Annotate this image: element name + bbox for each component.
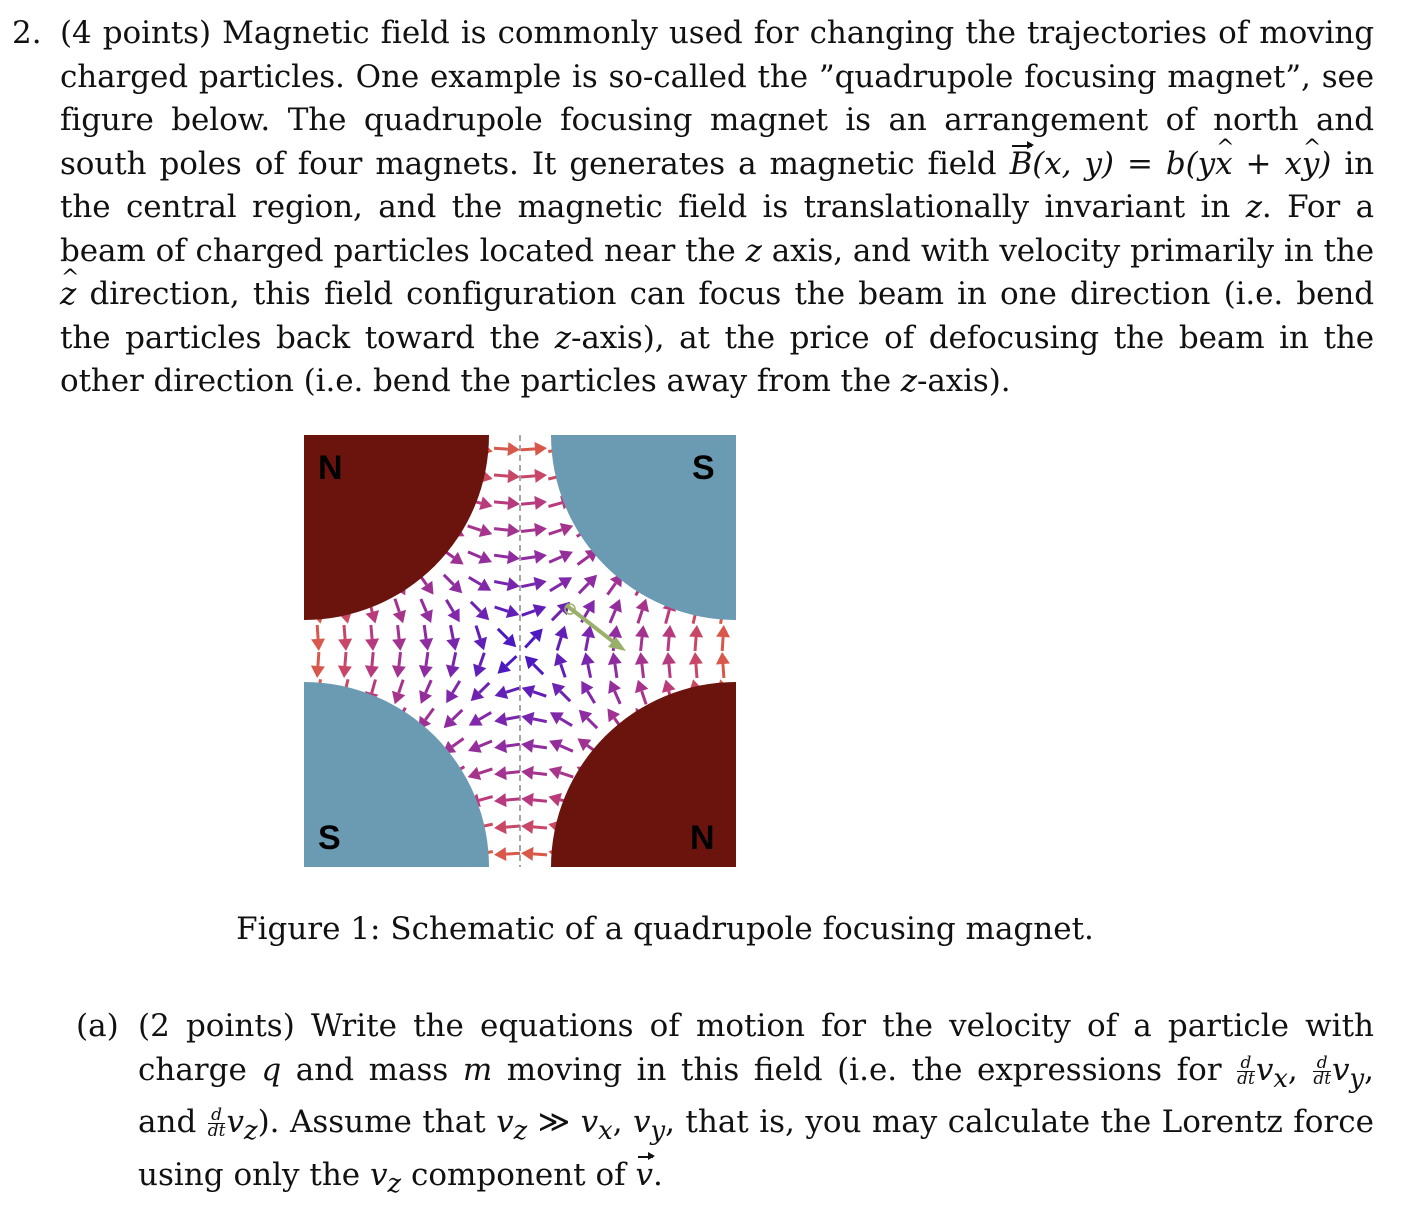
problem-number: 2. (12, 15, 42, 51)
frac-den-y: dt (1313, 1068, 1332, 1089)
field-arrow-shaft (533, 800, 547, 801)
part-a-text-1: Write the equations of motion for the velocity of a particle with charge (138, 1008, 1374, 1088)
problem-text-3: . For a beam of charged particles located near the (60, 189, 1374, 269)
field-arrow-shaft (494, 475, 508, 476)
frac-den-z: dt (207, 1121, 226, 1142)
field-arrow-shaft (399, 652, 401, 666)
problem-2 (12, 12, 1374, 404)
field-arrow-shaft (695, 637, 696, 651)
field-arrow-shaft (668, 637, 669, 651)
field-arrow-shaft (521, 557, 535, 559)
much-greater: ≫ (527, 1104, 581, 1141)
problem-statement (60, 12, 1374, 404)
z-symbol-2: z (745, 232, 762, 269)
part-a-period: . (653, 1156, 663, 1193)
frac-num-x: d (1237, 1056, 1255, 1072)
only-vz: v (370, 1156, 388, 1193)
frac-num-y: d (1313, 1056, 1331, 1072)
frac-den-x: dt (1237, 1068, 1255, 1089)
field-arrow-shaft (533, 854, 547, 855)
comma-1: , (1287, 1051, 1313, 1088)
problem-points: (4 points) (60, 15, 211, 51)
field-arrow-shaft (424, 625, 426, 639)
field-arrow-shaft (641, 637, 643, 651)
z-symbol-1: z (1245, 189, 1262, 225)
pole-label-top-left: N (318, 449, 343, 487)
mass-m: m (462, 1051, 493, 1088)
vx-sub: x (1273, 1063, 1288, 1094)
vy: v (1332, 1051, 1350, 1088)
derivative-z (207, 1105, 226, 1142)
field-arrow-shaft (398, 625, 400, 639)
part-a-label: (a) (76, 1008, 119, 1044)
pole-label-top-right: S (692, 449, 715, 487)
pole-label-bottom-right: N (690, 819, 715, 857)
field-arrow-shaft (533, 746, 547, 748)
field-arrow-shaft (494, 502, 508, 503)
field-arrow-shaft (722, 637, 723, 651)
field-arrow-shaft (494, 529, 508, 531)
z-hat: ^ z (60, 273, 76, 317)
problem-text-7: -axis). (916, 363, 1011, 399)
field-arrow-shaft (642, 664, 644, 678)
quadrupole-diagram (304, 435, 736, 867)
field-args: (x, y) (1032, 145, 1114, 182)
field-arrow-shaft (318, 652, 319, 666)
part-a-text-2: and mass (281, 1051, 463, 1088)
z-symbol-4: z (554, 319, 571, 356)
field-arrow-shaft (669, 664, 670, 678)
field-plus: + x (1232, 145, 1302, 182)
field-arrow-shaft (521, 530, 535, 532)
vy-sub: y (1349, 1063, 1365, 1094)
field-arrow-shaft (506, 799, 520, 800)
figure-caption: Figure 1: Schematic of a quadrupole focusing magnet. (236, 911, 1094, 947)
field-vector-B: B (1010, 143, 1033, 187)
field-arrow-shaft (521, 503, 535, 504)
comma-2: , (612, 1104, 633, 1141)
field-arrow-shaft (723, 664, 724, 678)
assume-vz: v (496, 1104, 514, 1141)
assume-vx-sub: x (598, 1116, 613, 1147)
y-hat: ^ y (1302, 143, 1319, 187)
part-a-text-6: , that is, you may calculate the Lorentz force using only the (138, 1104, 1374, 1193)
field-arrow-shaft (426, 652, 428, 666)
field-arrow-shaft (696, 664, 697, 678)
problem-text-6: -axis), at the price of defocusing the beam in the other direction (i.e. bend the particles away from the (60, 319, 1374, 399)
z-symbol-5: z (900, 363, 917, 399)
part-a-points: (2 points) (138, 1008, 295, 1044)
field-arrow-shaft (317, 625, 318, 639)
field-arrow-shaft (494, 555, 508, 557)
and-text: , and (138, 1051, 1374, 1141)
part-a-text-5: Assume that (279, 1104, 497, 1141)
assume-vy-sub: y (650, 1116, 666, 1147)
problem-text-2: in the central region, and the magnetic field is translationally invariant in (60, 145, 1375, 225)
only-vz-sub: z (387, 1169, 402, 1200)
velocity-vector-v: v (636, 1154, 654, 1198)
problem-text-5: direction, this field configuration can focus the beam in one direction (i.e. bend the particles back toward the (60, 276, 1374, 356)
part-a-text-4: ). (257, 1104, 280, 1141)
field-arrow-shaft (521, 476, 535, 477)
field-arrow-shaft (533, 773, 547, 775)
field-close: ) (1319, 145, 1332, 182)
assume-vx: v (580, 1104, 599, 1141)
vz-sub: z (243, 1116, 258, 1147)
vz: v (226, 1104, 244, 1141)
field-arrow-shaft (345, 652, 346, 666)
field-arrow-shaft (506, 826, 520, 827)
problem-text-1: Magnetic field is commonly used for changing the trajectories of moving charged particles. One example is so-called the ”quadrupole focusing magnet”, see figure below. The quadrupole focusing magnet is an arrangement of north and south poles of four magnets. It generates a magnetic field (60, 15, 1375, 182)
field-arrow-shaft (506, 772, 520, 774)
part-a-statement (138, 1005, 1374, 1207)
field-eq: = b(y (1113, 145, 1216, 182)
quadrupole-figure (304, 435, 736, 867)
field-arrow-shaft (344, 625, 345, 639)
field-arrow-shaft (371, 625, 372, 639)
x-hat: ^ x (1215, 143, 1232, 187)
charge-q: q (261, 1051, 282, 1088)
field-arrow-shaft (533, 827, 547, 828)
field-arrow-shaft (494, 448, 508, 449)
field-arrow-shaft (615, 664, 617, 678)
frac-num-z: d (208, 1108, 226, 1124)
field-arrow-shaft (506, 744, 520, 746)
part-a-text-3: moving in this field (i.e. the expressions for (492, 1051, 1237, 1088)
part-a-text-7: component of (401, 1156, 636, 1193)
field-arrow-shaft (372, 652, 373, 666)
derivative-y (1313, 1052, 1332, 1089)
part-a (76, 1005, 1374, 1207)
assume-vz-sub: z (513, 1116, 528, 1147)
field-arrow-shaft (506, 853, 520, 854)
assume-vy: v (633, 1104, 651, 1141)
pole-label-bottom-left: S (318, 819, 341, 857)
vx: v (1255, 1051, 1274, 1088)
problem-text-4: axis, and with velocity primarily in the (761, 232, 1374, 269)
field-arrow-shaft (521, 449, 535, 450)
derivative-x (1237, 1052, 1255, 1089)
